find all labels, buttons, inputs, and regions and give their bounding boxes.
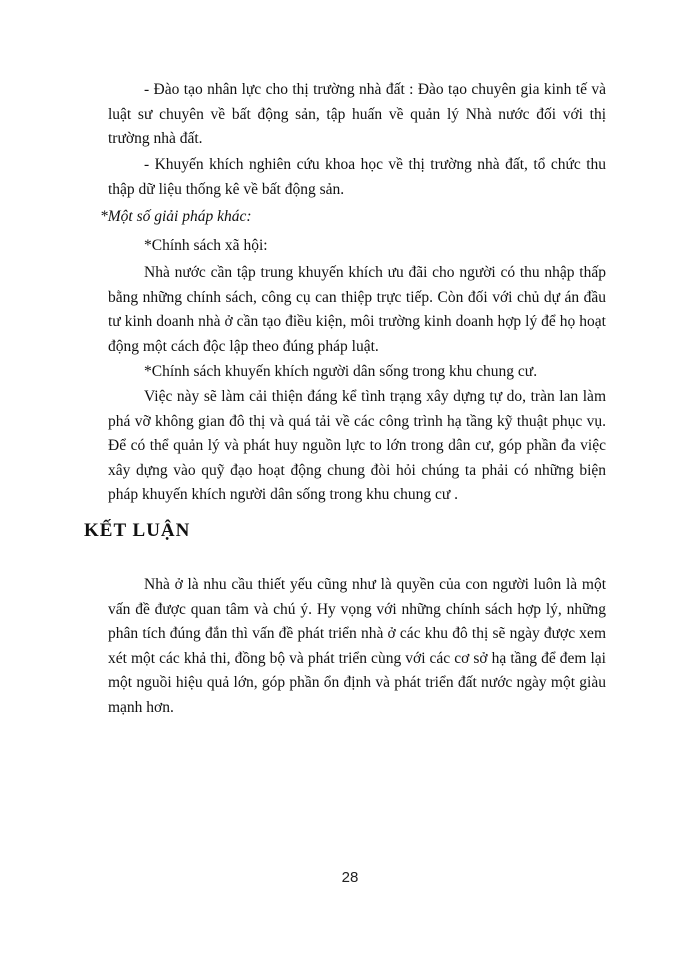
paragraph-state-incentives: Nhà nước cần tập trung khuyến khích ưu đãi cho người có thu nhập thấp bằng những chính sách, công cụ can thiệp trực tiếp. Còn đối với chủ dự án đầu tư kinh doanh nhà ở cần tạo điều kiện, môi trường kinh doanh hợp lý để họ hoạt động một cách độc lập theo đúng pháp luật. bbox=[108, 264, 606, 355]
paragraph-research: - Khuyến khích nghiên cứu khoa học về thị trường nhà đất, tổ chức thu thập dữ liệu thống kê về bất động sản. bbox=[108, 156, 606, 198]
paragraph-social-policy: *Chính sách xã hội: bbox=[144, 237, 268, 254]
paragraph-training: - Đào tạo nhân lực cho thị trường nhà đất : Đào tạo chuyên gia kinh tế và luật sư chuyên về bất động sản, tập huấn về quản lý Nhà nước đối với thị trường nhà đất. bbox=[108, 81, 606, 147]
section-heading-conclusion: KẾT LUẬN bbox=[84, 520, 191, 541]
paragraph-conclusion: Nhà ở là nhu cầu thiết yếu cũng như là quyền của con người luôn là một vấn đề được quan tâm và chú ý. Hy vọng với những chính sách hợp lý, những phân tích đúng đắn thì vấn đề phát triển nhà ở các khu đô thị sẽ ngày được xem xét một các khả thi, đồng bộ và phát triển cùng với các cơ sở hạ tầng để đem lại một nguồi hiệu quả lớn, góp phần ổn định và phát triển đất nước ngày một giàu mạnh hơn. bbox=[108, 576, 606, 716]
paragraph-other-solutions: *Một số giải pháp khác: bbox=[100, 208, 252, 225]
page-number: 28 bbox=[341, 869, 359, 886]
paragraph-construction: Việc này sẽ làm cải thiện đáng kể tình trạng xây dựng tự do, tràn lan làm phá vỡ không gian đô thị và quá tải về các công trình hạ tầng kỹ thuật phục vụ. Để có thể quản lý và phát huy nguồn lực to lớn trong dân cư, góp phần đa việc xây dựng vào quỹ đạo hoạt động chung đòi hỏi chúng ta phải có những biện pháp khuyến khích người dân sống trong khu chung cư . bbox=[108, 388, 606, 503]
paragraph-apartment-policy: *Chính sách khuyến khích người dân sống trong khu chung cư. bbox=[144, 363, 538, 380]
